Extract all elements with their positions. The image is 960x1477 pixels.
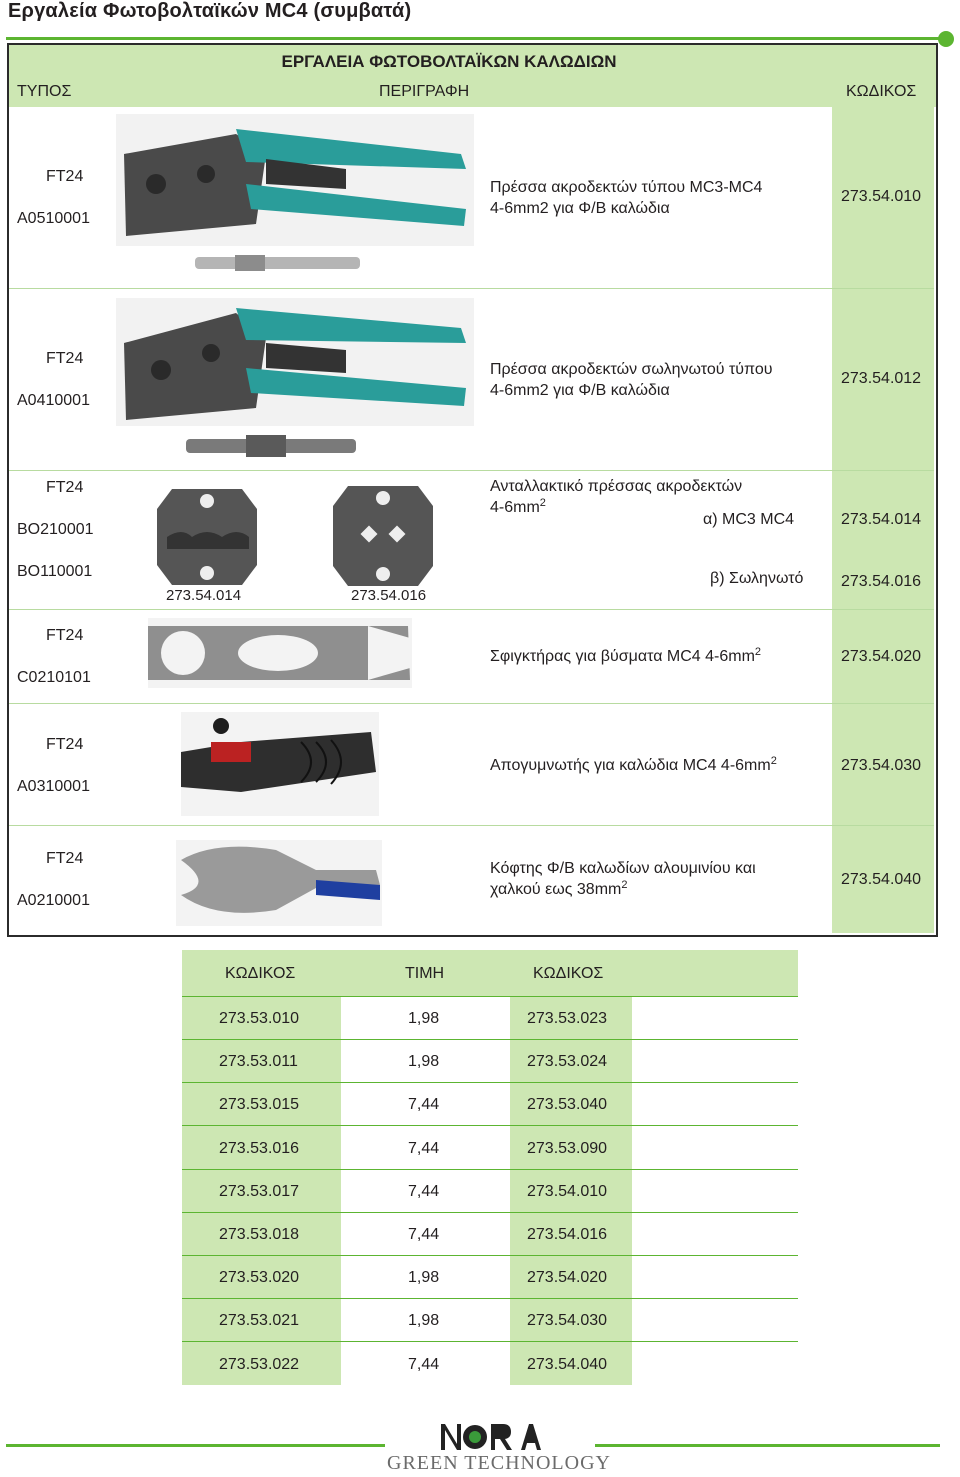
price-header-divider <box>182 996 798 997</box>
price-cell: 273.53.017 <box>219 1182 300 1200</box>
row-code: 273.54.014 <box>841 511 922 528</box>
row-description: Απογυμνωτής για καλώδια MC4 $4-6mm^2$ <box>490 755 777 774</box>
crimping-pliers-photo <box>116 114 474 246</box>
option-b-label: β) Σωληνωτό <box>710 570 804 587</box>
header-description: ΠΕΡΙΓΡΑΦΗ <box>379 83 470 100</box>
price-cell: 273.53.022 <box>219 1355 300 1373</box>
price-row-divider <box>182 1082 798 1083</box>
row-description: Σφιγκτήρας για βύσματα MC4 $4-6mm^2$ <box>490 646 762 665</box>
die-set-mc4-photo <box>157 489 257 585</box>
row-code-alt: 273.54.016 <box>841 573 922 590</box>
row-model: A0410001 <box>17 392 90 409</box>
row-divider <box>9 703 934 704</box>
price-cell: 1,98 <box>408 1269 440 1287</box>
row-description: Κόφτης Φ/Β καλωδίων αλουμινίου και χαλκού εως $38mm^2$ <box>490 860 756 898</box>
terminal-photo <box>186 432 356 460</box>
spanner-wrench-photo <box>148 618 412 688</box>
price-row-divider <box>182 1125 798 1126</box>
row-model: A0510001 <box>17 210 90 227</box>
row-type: FT24 <box>46 627 84 644</box>
terminal-photo <box>195 251 360 275</box>
row-divider <box>9 288 934 289</box>
price-cell: 273.54.016 <box>527 1226 608 1243</box>
price-cell: 273.53.020 <box>219 1269 300 1287</box>
row-code: 273.54.030 <box>841 757 922 774</box>
row-divider <box>9 470 934 471</box>
price-row-divider <box>182 1298 798 1299</box>
row-code: 273.54.012 <box>841 370 922 387</box>
row-description: Πρέσσα ακροδεκτών τύπου MC3-MC4 4-6mm2 για Φ/Β καλώδια <box>490 179 763 217</box>
row-model: A0310001 <box>17 778 90 795</box>
price-cell: 273.53.090 <box>527 1139 608 1157</box>
row-code: 273.54.010 <box>841 188 922 205</box>
title-divider-dot <box>938 31 954 47</box>
price-cell: 273.54.010 <box>527 1182 608 1200</box>
row-model-alt: BO110001 <box>17 563 93 580</box>
price-cell: 1,98 <box>408 1010 440 1027</box>
price-cell: 273.54.030 <box>527 1312 608 1330</box>
cable-cutter-photo <box>176 840 382 926</box>
price-cell: 273.53.040 <box>527 1096 608 1114</box>
row-model: C0210101 <box>17 669 91 686</box>
tagline: GREEN TECHNOLOGY <box>387 1452 611 1474</box>
price-row-divider <box>182 1341 798 1342</box>
wire-stripper-photo <box>181 712 379 816</box>
row-description: Πρέσσα ακροδεκτών σωληνωτού τύπου 4-6mm2 για Φ/Β καλώδια <box>490 361 773 399</box>
row-type: FT24 <box>46 850 84 867</box>
price-header-cell: ΚΩΔΙΚΟΣ <box>225 965 296 982</box>
price-cell: 7,44 <box>408 1226 440 1243</box>
price-row-divider <box>182 1255 798 1256</box>
option-a-label: α) MC3 MC4 <box>703 511 795 528</box>
price-cell: 7,44 <box>408 1182 440 1200</box>
price-cell: 7,44 <box>408 1355 440 1373</box>
price-row-divider <box>182 1039 798 1040</box>
price-cell: 273.53.023 <box>527 1010 608 1027</box>
price-cell: 273.53.021 <box>219 1312 300 1330</box>
row-divider <box>9 825 934 826</box>
image-caption: 273.54.016 <box>351 587 427 604</box>
price-cell: 273.53.018 <box>219 1226 300 1243</box>
row-code: 273.54.040 <box>841 871 922 888</box>
row-type: FT24 <box>46 168 84 185</box>
price-header-cell: ΤΙΜΗ <box>405 965 445 982</box>
price-cell: 7,44 <box>408 1096 440 1114</box>
price-cell: 1,98 <box>408 1053 440 1071</box>
price-cell: 273.53.010 <box>219 1010 300 1027</box>
price-cell: 273.53.015 <box>219 1096 300 1114</box>
price-cell: 7,44 <box>408 1139 440 1157</box>
table-title: ΕΡΓΑΛΕΙΑ ΦΩΤΟΒΟΛΤΑΪΚΩΝ ΚΑΛΩΔΙΩΝ <box>281 52 617 71</box>
row-description: Ανταλλακτικό πρέσσας ακροδεκτών $4-6mm^2$ <box>490 478 743 516</box>
row-model: BO210001 <box>17 521 94 538</box>
title-divider <box>6 37 946 40</box>
header-code: ΚΩΔΙΚΟΣ <box>846 83 917 100</box>
price-row-divider <box>182 1169 798 1170</box>
price-header-cell: ΚΩΔΙΚΟΣ <box>533 965 604 982</box>
price-cell: 273.54.020 <box>527 1269 608 1287</box>
page-title: Εργαλεία Φωτοβολταϊκών MC4 (συμβατά) <box>8 0 412 22</box>
price-cell: 1,98 <box>408 1312 440 1330</box>
row-model: A0210001 <box>17 892 90 909</box>
row-type: FT24 <box>46 350 84 367</box>
row-type: FT24 <box>46 479 84 496</box>
row-type: FT24 <box>46 736 84 753</box>
crimping-pliers-photo <box>116 298 474 426</box>
row-code: 273.54.020 <box>841 648 922 665</box>
price-row-divider <box>182 1212 798 1213</box>
price-cell: 273.54.040 <box>527 1355 608 1373</box>
header-type: ΤΥΠΟΣ <box>17 83 72 100</box>
row-divider <box>9 609 934 610</box>
price-cell: 273.53.011 <box>219 1053 298 1071</box>
die-set-tubular-photo <box>333 486 433 586</box>
image-caption: 273.54.014 <box>166 587 242 604</box>
price-cell: 273.53.024 <box>527 1053 608 1071</box>
price-cell: 273.53.016 <box>219 1139 300 1157</box>
